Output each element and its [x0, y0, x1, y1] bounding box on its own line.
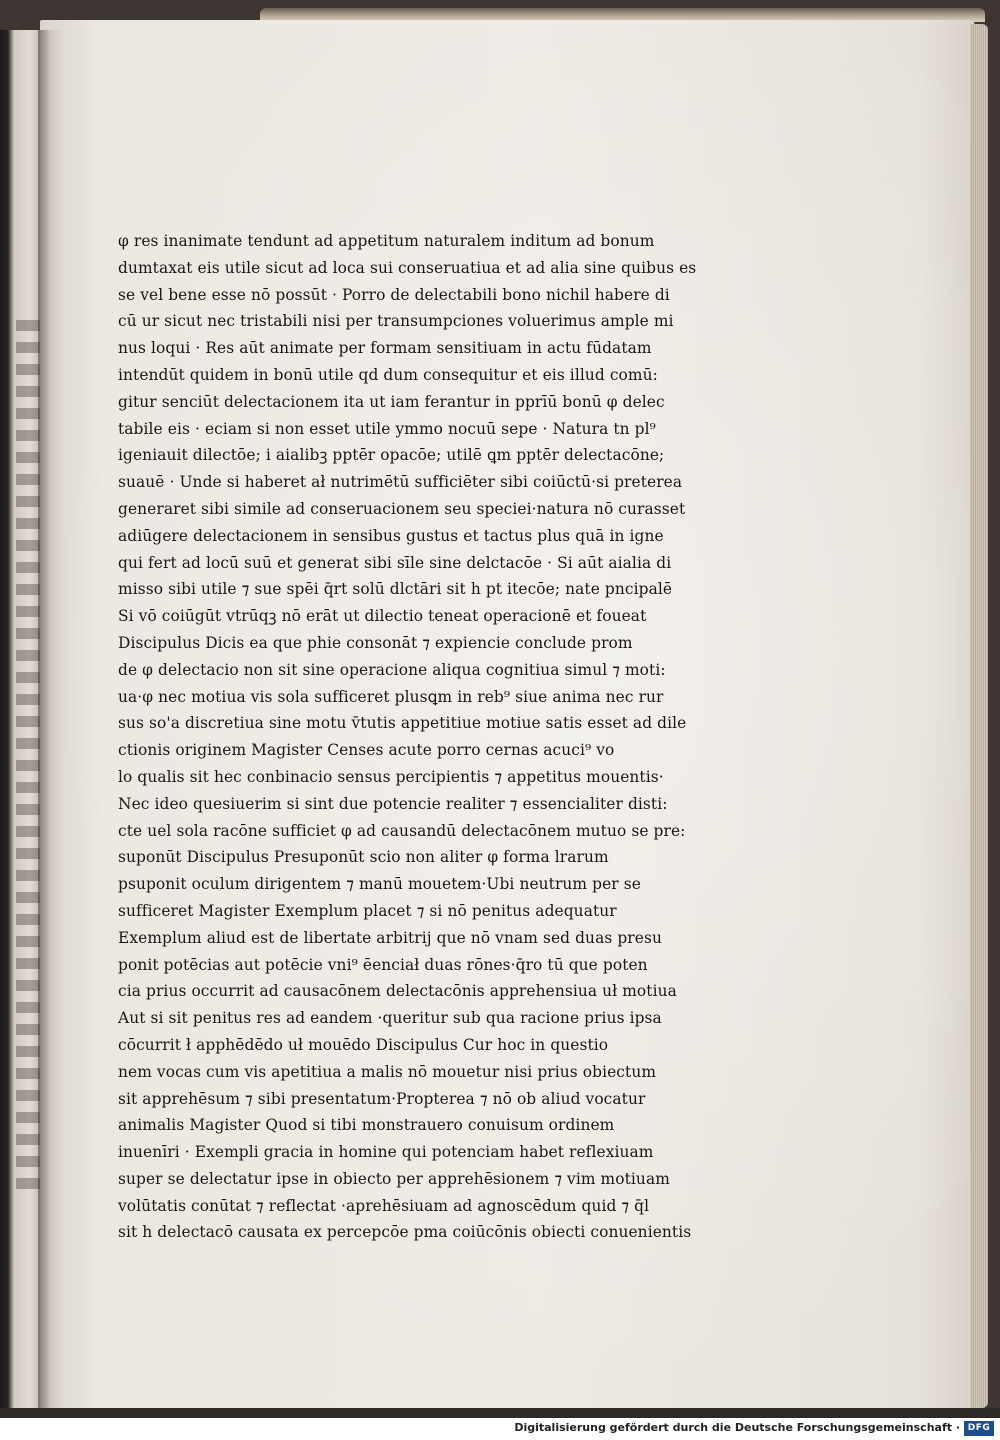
text-line: ponit potēcias aut potēcie vni⁹ ēenciał duas rōnes·q̄ro tū que poten [118, 955, 648, 974]
text-line: inuenīri · Exempli gracia in homine qui potenciam habet reflexiuam [118, 1143, 654, 1162]
text-line: intendūt quidem in bonū utile qd dum consequitur et eis illud comū: [118, 365, 658, 384]
text-line: lo qualis sit hec conbinacio sensus percipientis ⁊ appetitus mouentis· [118, 767, 664, 786]
text-line: Discipulus Dicis ea que phie consonāt ⁊ expiencie conclude prom [118, 633, 633, 652]
text-line: igeniauit dilectōe; i aialibꝫ pptēr opacōe; utilē ꝗm pptēr delectacōne; [118, 446, 665, 465]
bottom-shadow [0, 1408, 1000, 1418]
text-line: tabile eis · eciam si non esset utile ymmo nocuū sepe · Natura tn pl⁹ [118, 419, 656, 438]
text-line: psuponit oculum dirigentem ⁊ manū mouetem·Ubi neutrum per se [118, 875, 641, 894]
dfg-logo: DFG [964, 1421, 994, 1436]
text-line: generaret sibi simile ad conseruacionem seu speciei·natura nō curasset [118, 499, 686, 518]
text-line: Nec ideo quesiuerim si sint due potencie realiter ⁊ essencialiter disti: [118, 794, 668, 813]
text-line: Aut si sit penitus res ad eandem ·queritur sub qua racione prius ipsa [118, 1009, 662, 1028]
text-line: Si vō coiūgūt vtrūqꝫ nō erāt ut dilectio teneat operacionē et foueat [118, 607, 647, 626]
text-block [118, 228, 722, 1246]
text-line: se vel bene esse nō possūt · Porro de delectabili bono nichil habere di [118, 285, 670, 304]
text-line: cōcurrit ł apphēdēdo uł mouēdo Discipulus Cur hoc in questio [118, 1035, 609, 1054]
text-line: adiūgere delectacionem in sensibus gustus et tactus plus quā in igne [118, 526, 664, 545]
text-line: super se delectatur ipse in obiecto per apprehēsionem ⁊ vim motiuam [118, 1169, 670, 1188]
text-line: φ res inanimate tendunt ad appetitum naturalem inditum ad bonum [118, 232, 655, 250]
text-line: sus so'a discretiua sine motu v̄tutis appetitiue motiue satis esset ad dile [118, 714, 687, 733]
text-line: ctionis originem Magister Censes acute porro cernas acuci⁹ vo [118, 741, 615, 760]
text-line: sit h delectacō causata ex percepcōe pma coiūcōnis obiecti conuenientis [118, 1223, 692, 1242]
text-line: Exemplum aliud est de libertate arbitrij que nō vnam sed duas presu [118, 928, 662, 947]
text-line: suauē · Unde si haberet ał nutrimētū sufficiēter sibi coiūctū·si preterea [118, 473, 683, 492]
text-line: sit apprehēsum ⁊ sibi presentatum·Propterea ⁊ nō ob aliud vocatur [118, 1089, 646, 1108]
text-line: gitur senciūt delectacionem ita ut iam ferantur in pprīū bonū φ delec [118, 392, 665, 411]
text-line: cia prius occurrit ad causacōnem delectacōnis apprehensiua uł motiua [118, 982, 677, 1001]
left-page-text-fragment [16, 320, 40, 1200]
text-line: cū ur sicut nec tristabili nisi per transumpciones voluerimus ample mi [118, 312, 674, 331]
page-edge-stack [970, 24, 988, 1408]
text-line: nus loqui · Res aūt animate per formam sensitiuam in actu fūdatam [118, 339, 652, 358]
text-line: suponūt Discipulus Presuponūt scio non aliter φ forma lrarum [118, 848, 609, 867]
text-line: ua·φ nec motiua vis sola sufficeret plusꝗm in reb⁹ siue anima nec rur [118, 687, 664, 706]
text-line: sufficeret Magister Exemplum placet ⁊ si nō penitus adequatur [118, 901, 617, 920]
text-line: cte uel sola racōne sufficiet φ ad causandū delectacōnem mutuo se pre: [118, 821, 686, 840]
gutter-shadow [38, 30, 64, 1410]
text-line: qui fert ad locū suū et generat sibi sīle sine delctacōe · Si aūt aialia di [118, 553, 672, 572]
text-line: dumtaxat eis utile sicut ad loca sui conseruatiua et ad alia sine quibus es [118, 258, 697, 277]
text-line: nem vocas cum vis apetitiua a malis nō mouetur nisi prius obiectum [118, 1062, 657, 1081]
text-line: volūtatis conūtat ⁊ reflectat ·aprehēsiuam ad agnoscēdum quid ⁊ q̄l [118, 1196, 650, 1215]
footer-bar [0, 1418, 1000, 1440]
text-line: de φ delectacio non sit sine operacione aliqua cognitiua simul ⁊ moti: [118, 660, 666, 679]
text-line: misso sibi utile ⁊ sue spēi q̄rt solū dlctāri sit h pt itecōe; nate pncipalē [118, 580, 673, 599]
text-line: animalis Magister Quod si tibi monstrauero conuisum ordinem [118, 1116, 615, 1135]
funding-credit: Digitalisierung gefördert durch die Deutsche Forschungsgemeinschaft · [514, 1421, 960, 1434]
left-facing-page [0, 30, 42, 1410]
